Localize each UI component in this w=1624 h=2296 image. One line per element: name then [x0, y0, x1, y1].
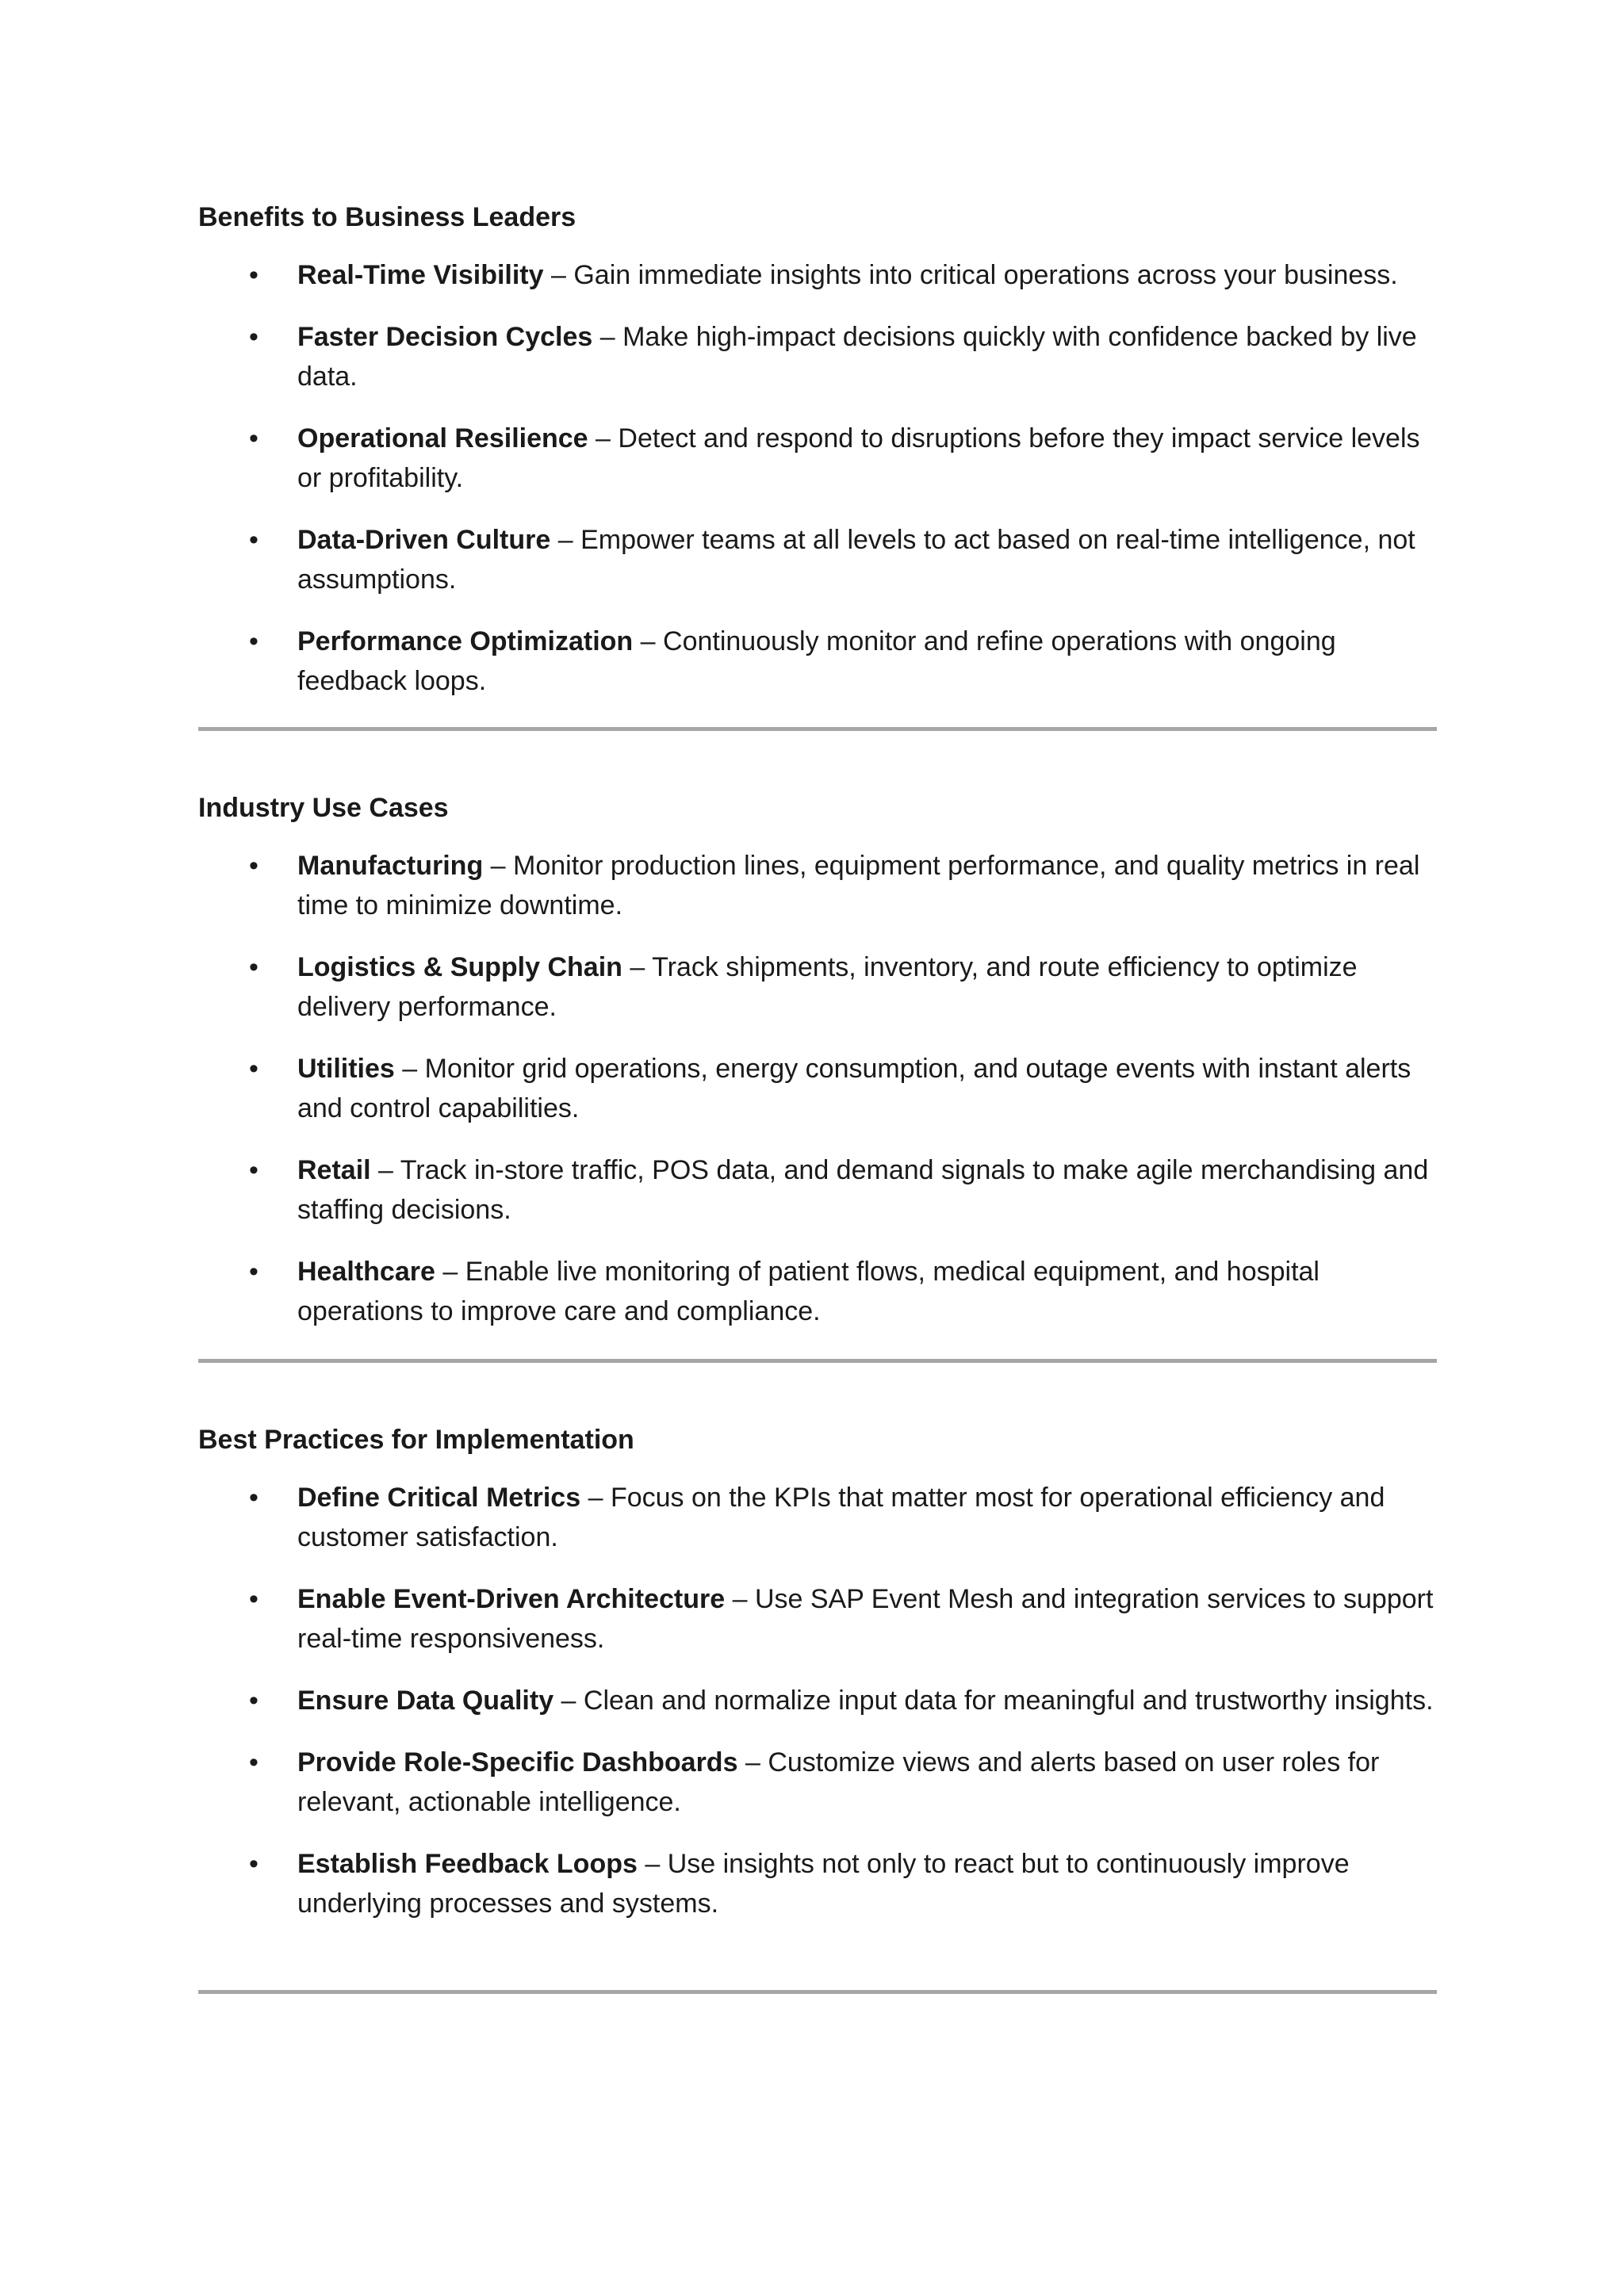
bullet-icon: •	[249, 626, 259, 656]
list-item	[198, 846, 1437, 925]
item-separator: –	[553, 1686, 584, 1716]
item-separator: –	[435, 1257, 465, 1287]
bullet-icon: •	[249, 1686, 259, 1716]
item-separator: –	[588, 423, 619, 453]
item-term: Provide Role-Specific Dashboards	[297, 1747, 738, 1777]
item-description: Use insights not only to react but to continuously improve underlying processes and systems.	[297, 1849, 1350, 1919]
list-item	[198, 1844, 1437, 1923]
item-term: Utilities	[297, 1054, 395, 1084]
item-term: Data-Driven Culture	[297, 525, 551, 555]
item-term: Ensure Data Quality	[297, 1686, 554, 1716]
item-description: Monitor production lines, equipment performance, and quality metrics in real time to minimize downtime.	[297, 851, 1420, 920]
item-separator: –	[550, 525, 581, 555]
bullet-icon: •	[249, 1849, 259, 1879]
bullet-icon: •	[249, 1483, 259, 1513]
item-term: Performance Optimization	[297, 626, 634, 656]
section-divider	[198, 1990, 1437, 1994]
list-item	[198, 947, 1437, 1027]
best-practices-list	[198, 1478, 1437, 1923]
item-description: Empower teams at all levels to act based on real-time intelligence, not assumptions.	[297, 525, 1415, 595]
item-description: Enable live monitoring of patient flows, medical equipment, and hospital operations to improve care and compliance.	[297, 1257, 1320, 1326]
list-item	[198, 1150, 1437, 1230]
bullet-icon: •	[249, 952, 259, 982]
bullet-icon: •	[249, 1054, 259, 1084]
bullet-icon: •	[249, 525, 259, 555]
item-separator: –	[725, 1584, 755, 1614]
item-separator: –	[543, 260, 574, 290]
item-term: Faster Decision Cycles	[297, 322, 593, 352]
section-benefits	[198, 198, 1437, 723]
item-term: Define Critical Metrics	[297, 1483, 581, 1513]
bullet-icon: •	[249, 322, 259, 352]
item-description: Track shipments, inventory, and route efficiency to optimize delivery performance.	[297, 952, 1358, 1022]
item-separator: –	[370, 1155, 400, 1185]
item-separator: –	[737, 1747, 768, 1777]
list-item	[198, 1743, 1437, 1822]
item-description: Customize views and alerts based on user roles for relevant, actionable intelligence.	[297, 1747, 1380, 1817]
item-term: Retail	[297, 1155, 371, 1185]
item-separator: –	[622, 952, 653, 982]
bullet-icon: •	[249, 1747, 259, 1777]
bullet-icon: •	[249, 1257, 259, 1287]
item-term: Enable Event-Driven Architecture	[297, 1584, 726, 1614]
list-item	[198, 255, 1437, 295]
list-item	[198, 1579, 1437, 1659]
bullet-icon: •	[249, 423, 259, 453]
section-best-practices	[198, 1421, 1437, 1946]
use-cases-list	[198, 846, 1437, 1331]
section-divider	[198, 1359, 1437, 1363]
list-item	[198, 1049, 1437, 1128]
item-separator: –	[633, 626, 664, 656]
benefits-list	[198, 255, 1437, 701]
item-description: Use SAP Event Mesh and integration services to support real-time responsiveness.	[297, 1584, 1434, 1654]
item-separator: –	[637, 1849, 668, 1879]
item-description: Make high-impact decisions quickly with confidence backed by live data.	[297, 322, 1417, 392]
bullet-icon: •	[249, 1155, 259, 1185]
bullet-icon: •	[249, 260, 259, 290]
item-term: Logistics & Supply Chain	[297, 952, 622, 982]
item-description: Continuously monitor and refine operations with ongoing feedback loops.	[297, 626, 1336, 696]
list-item	[198, 520, 1437, 599]
item-separator: –	[592, 322, 623, 352]
item-term: Establish Feedback Loops	[297, 1849, 638, 1879]
item-term: Healthcare	[297, 1257, 435, 1287]
item-separator: –	[394, 1054, 425, 1084]
item-separator: –	[483, 851, 514, 881]
section-heading: Industry Use Cases	[198, 793, 449, 823]
bullet-icon: •	[249, 851, 259, 881]
section-heading: Benefits to Business Leaders	[198, 202, 576, 232]
list-item	[198, 1681, 1437, 1720]
item-term: Operational Resilience	[297, 423, 588, 453]
list-item	[198, 622, 1437, 701]
item-description: Detect and respond to disruptions before they impact service levels or profitability.	[297, 423, 1420, 493]
item-description: Monitor grid operations, energy consumption, and outage events with instant alerts and control capabilities.	[297, 1054, 1411, 1123]
list-item	[198, 1252, 1437, 1331]
section-heading: Best Practices for Implementation	[198, 1425, 634, 1455]
item-description: Track in-store traffic, POS data, and demand signals to make agile merchandising and staffing decisions.	[297, 1155, 1429, 1225]
list-item	[198, 317, 1437, 396]
item-description: Gain immediate insights into critical operations across your business.	[573, 260, 1398, 290]
list-item	[198, 419, 1437, 498]
bullet-icon: •	[249, 1584, 259, 1614]
section-industry-use-cases	[198, 789, 1437, 1353]
item-term: Manufacturing	[297, 851, 484, 881]
item-separator: –	[580, 1483, 611, 1513]
item-description: Focus on the KPIs that matter most for operational efficiency and customer satisfaction.	[297, 1483, 1385, 1552]
list-item	[198, 1478, 1437, 1557]
item-description: Clean and normalize input data for meaningful and trustworthy insights.	[583, 1686, 1434, 1716]
item-term: Real-Time Visibility	[297, 260, 544, 290]
section-divider	[198, 727, 1437, 731]
